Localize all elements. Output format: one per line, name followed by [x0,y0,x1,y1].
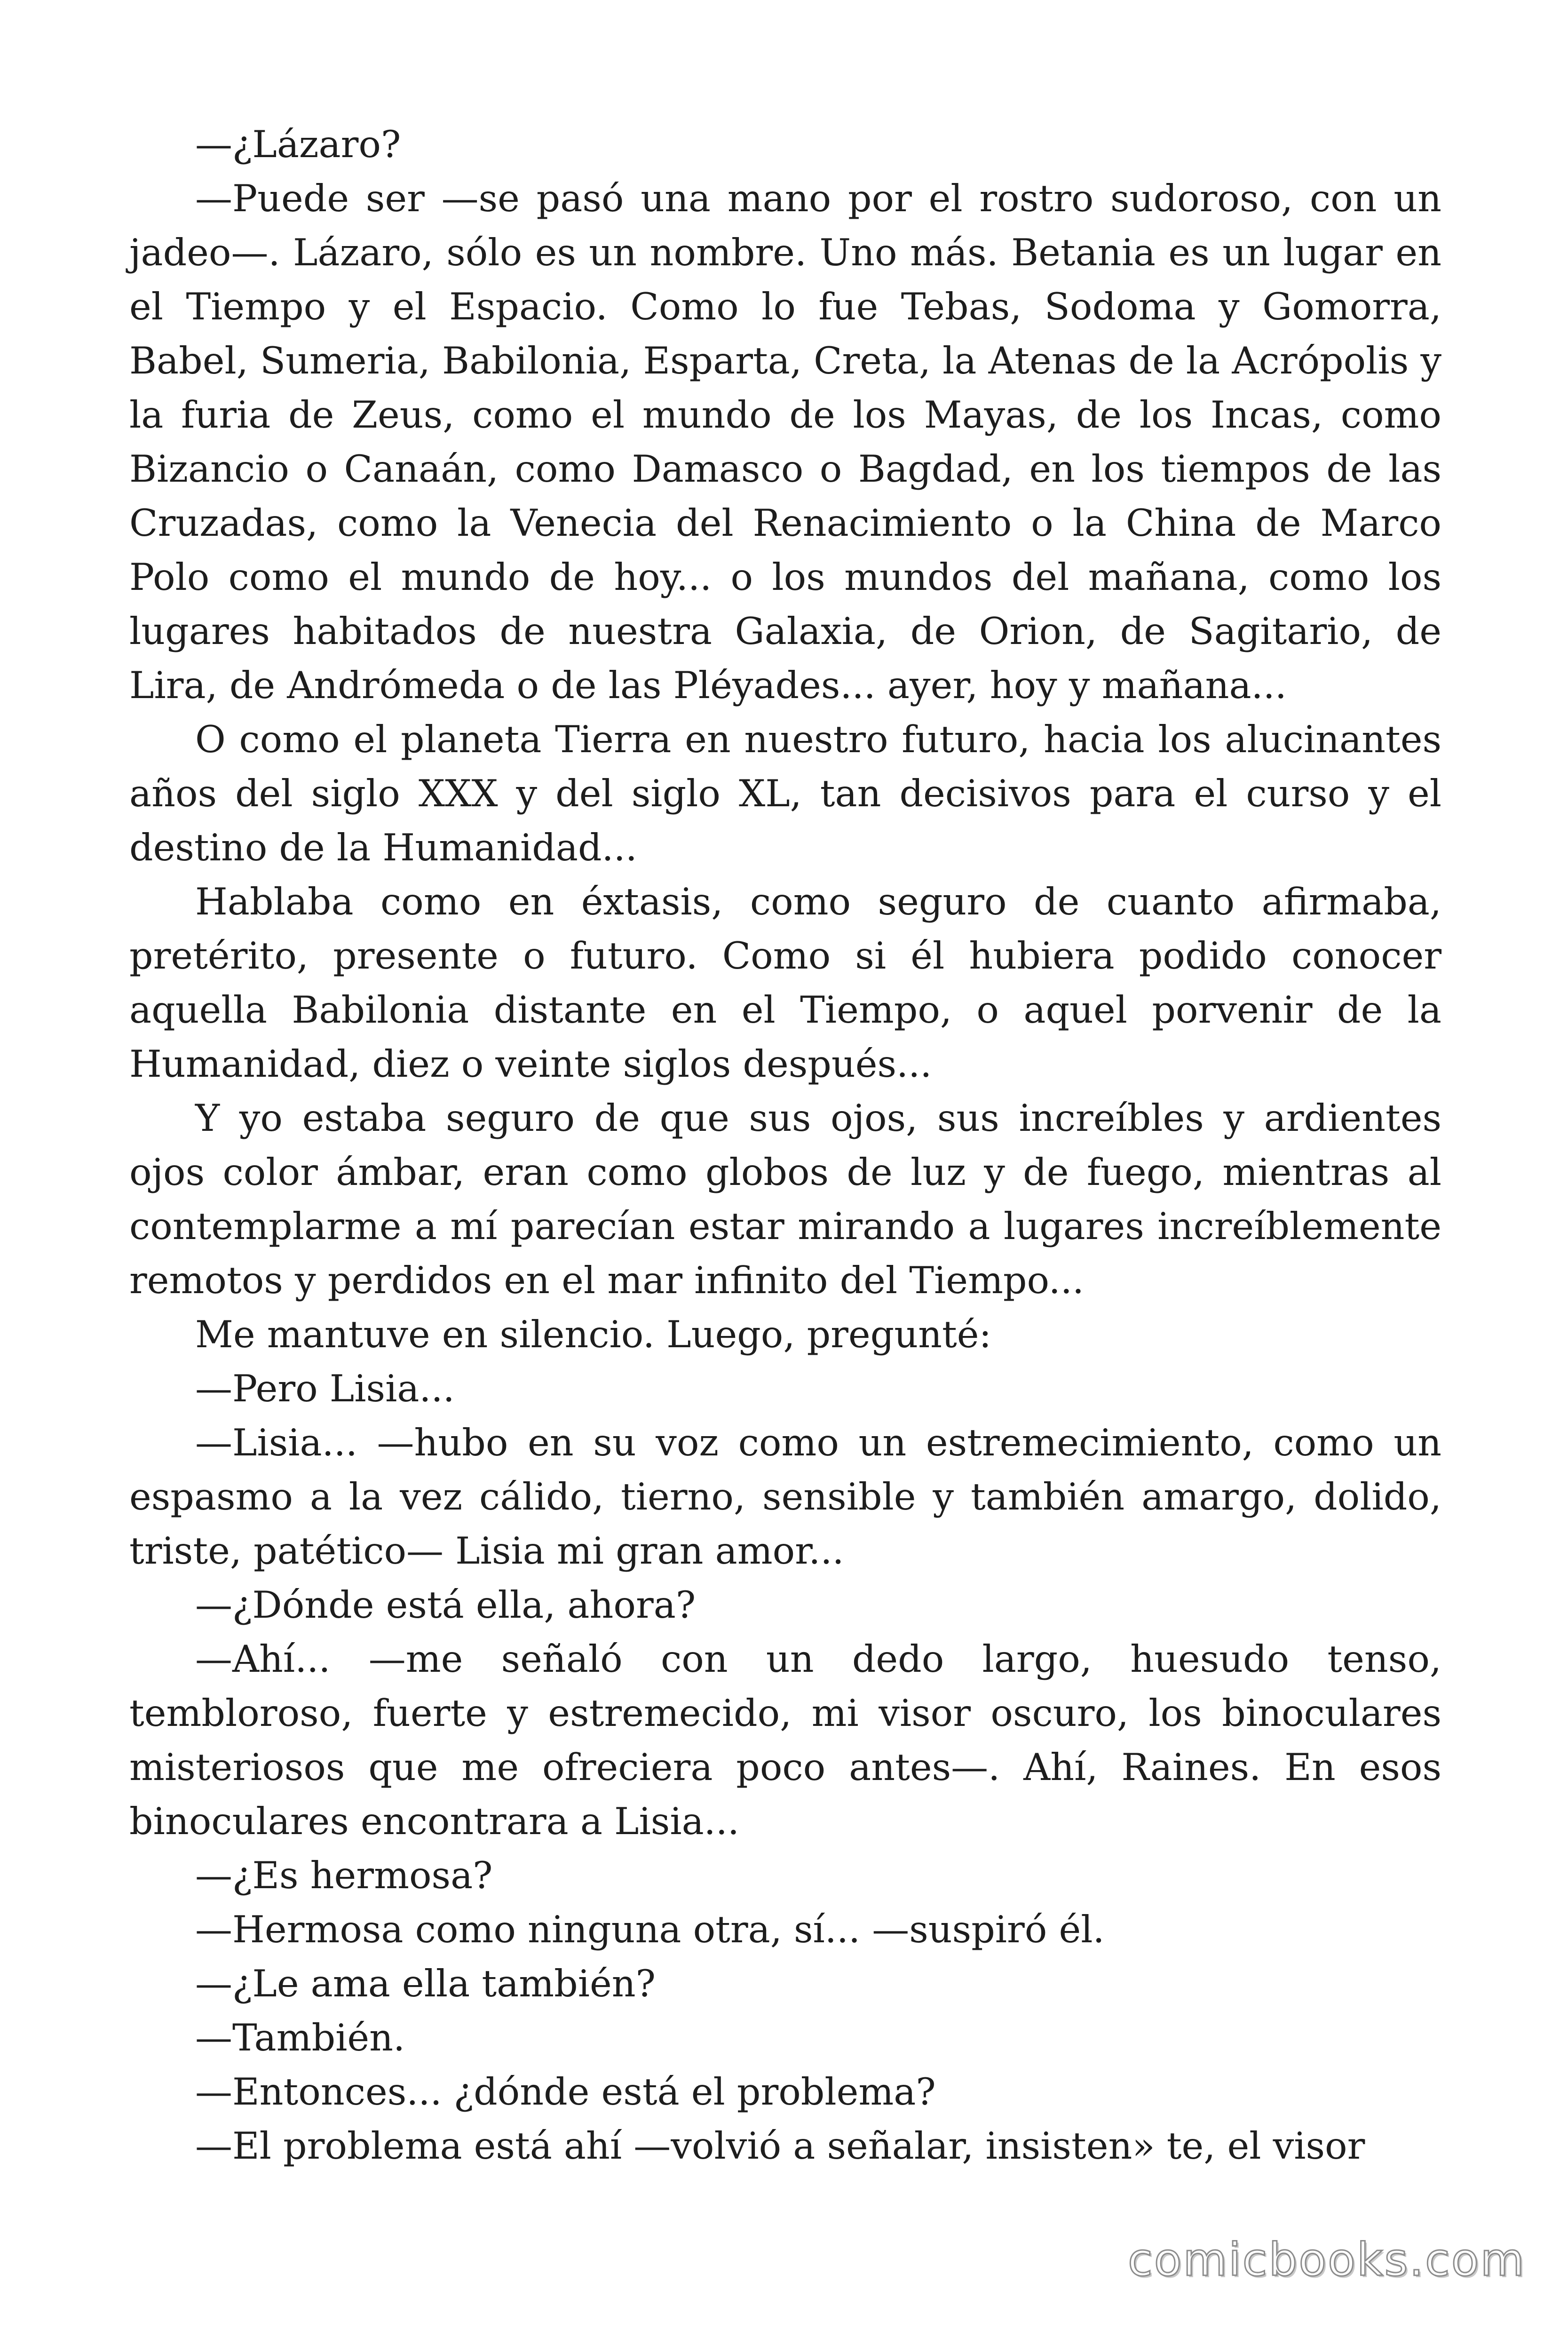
paragraph: O como el planeta Tierra en nuestro futuro, hacia los alucinantes años del siglo XXX y del siglo XL, tan decisivos para el curso y el destino de la Humanidad... [129,718,1441,869]
paragraph: —Entonces... ¿dónde está el problema? [195,2070,936,2114]
watermark: comicbooks.com [1127,2233,1526,2286]
paragraph: —Puede ser —se pasó una mano por el rostro sudoroso, con un jadeo—. Lázaro, sólo es un nombre. Uno más. Betania es un lugar en el Tiempo y el Espacio. Como lo fue Tebas, Sodoma y Gomorra, Babel, Sumeria, Babilonia, Esparta, Creta, la Atenas de la Acrópolis y la furia de Zeus, como el mundo de los Mayas, de los Incas, como Bizancio o Canaán, como Damasco o Bagdad, en los tiempos de las Cruzadas, como la Venecia del Renacimiento o la China de Marco Polo como el mundo de hoy... o los mundos del mañana, como los lugares habitados de nuestra Galaxia, de Orion, de Sagitario, de Lira, de Andrómeda o de las Pléyades... ayer, hoy y mañana... [129,177,1441,707]
paragraph: —¿Dónde está ella, ahora? [195,1583,696,1627]
paragraph: —Pero Lisia... [195,1367,455,1410]
paragraph: —También. [195,2016,405,2059]
paragraph: Me mantuve en silencio. Luego, pregunté: [195,1313,992,1356]
paragraph: —El problema está ahí —volvió a señalar, insisten» te, el visor [195,2124,1365,2168]
paragraph: —Ahí... —me señaló con un dedo largo, huesudo tenso, tembloroso, fuerte y estremecido, mi visor oscuro, los binoculares misteriosos que me ofreciera poco antes—. Ahí, Raines. En esos binoculares encontrara a Lisia... [129,1637,1441,1843]
paragraph: —¿Le ama ella también? [195,1962,656,2005]
paragraph: Hablaba como en éxtasis, como seguro de cuanto afirmaba, pretérito, presente o futuro. Como si él hubiera podido conocer aquella Babilonia distante en el Tiempo, o aquel porvenir de la Humanidad, diez o veinte siglos después... [129,880,1441,1086]
paragraph: —Lisia... —hubo en su voz como un estremecimiento, como un espasmo a la vez cálido, tierno, sensible y también amargo, dolido, triste, patético— Lisia mi gran amor... [129,1421,1441,1573]
paragraph: —¿Es hermosa? [195,1854,493,1897]
paragraph: Y yo estaba seguro de que sus ojos, sus increíbles y ardientes ojos color ámbar, eran como globos de luz y de fuego, mientras al contemplarme a mí parecían estar mirando a lugares increíblemente remotos y perdidos en el mar infinito del Tiempo... [129,1097,1441,1302]
page-body [129,118,1441,2173]
paragraph: —Hermosa como ninguna otra, sí... —suspiró él. [195,1908,1105,1951]
paragraph: —¿Lázaro? [195,123,401,166]
